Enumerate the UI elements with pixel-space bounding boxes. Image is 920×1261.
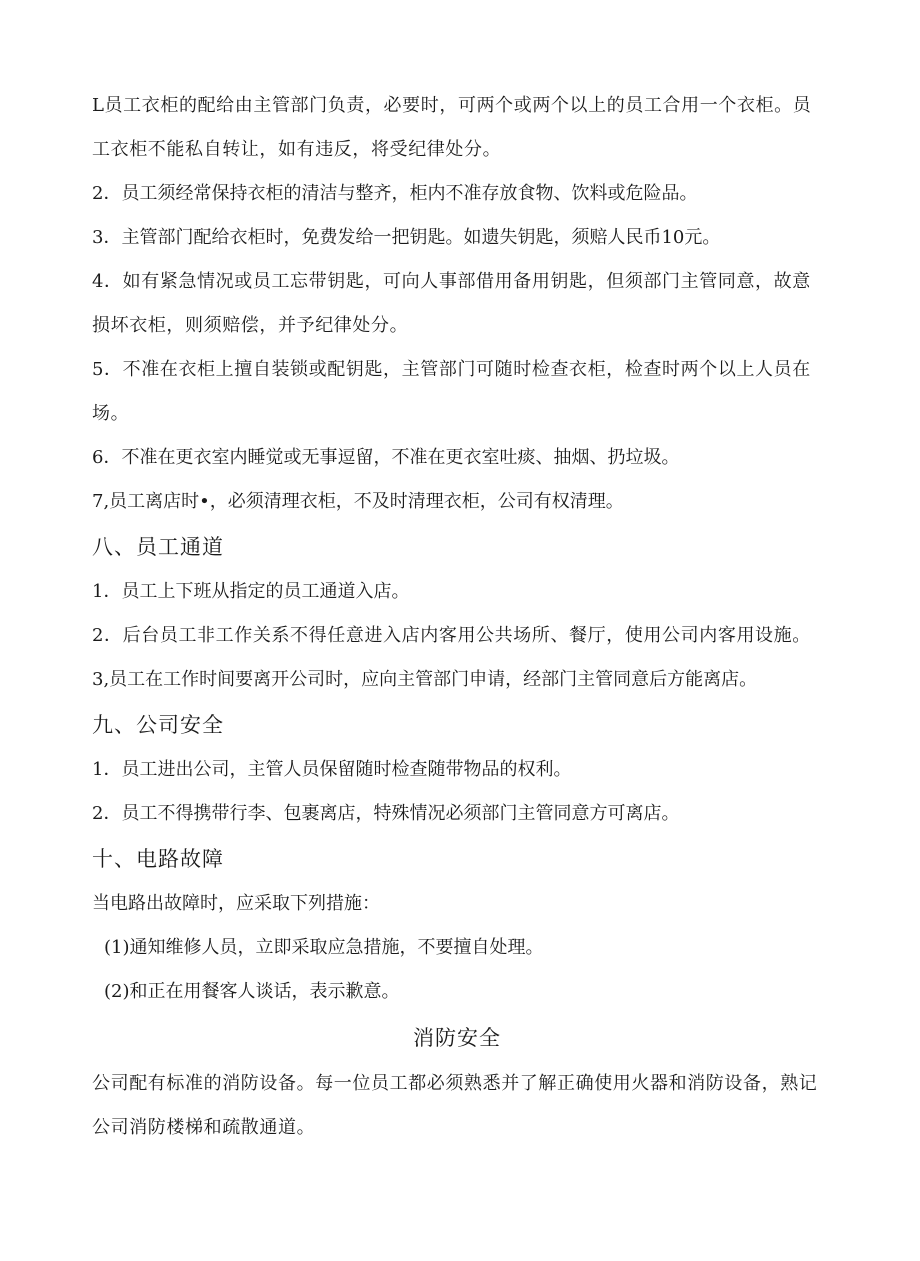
document-page bbox=[92, 84, 822, 1150]
company-security-item-2: 2．员工不得携带行李、包裹离店，特殊情况必须部门主管同意方可离店。 bbox=[92, 803, 680, 824]
locker-rule-1: L员工衣柜的配给由主管部门负责，必要时，可两个或两个以上的员工合用一个衣柜。员工衣柜不能私自转让，如有违反，将受纪律处分。 bbox=[92, 95, 812, 160]
fire-safety-title: 消防安全 bbox=[413, 1026, 501, 1050]
locker-rule-4: 4．如有紧急情况或员工忘带钥匙，可向人事部借用备用钥匙，但须部门主管同意，故意损坏衣柜，则须赔偿，并予纪律处分。 bbox=[92, 271, 811, 336]
circuit-fault-measure-2: (2)和正在用餐客人谈话，表示歉意。 bbox=[104, 981, 400, 1002]
staff-passage-item-3: 3,员工在工作时间要离开公司时，应向主管部门申请，经部门主管同意后方能离店。 bbox=[92, 669, 758, 690]
locker-rule-6: 6．不准在更衣室内睡觉或无事逗留，不准在更衣室吐痰、抽烟、扔垃圾。 bbox=[92, 447, 680, 468]
section-heading-company-security: 九、公司安全 bbox=[92, 713, 224, 737]
locker-rule-5: 5．不准在衣柜上擅自装锁或配钥匙，主管部门可随时检查衣柜，检查时两个以上人员在场。 bbox=[92, 359, 811, 424]
locker-rule-7: 7,员工离店时•，必须清理衣柜，不及时清理衣柜，公司有权清理。 bbox=[92, 491, 624, 512]
staff-passage-item-1: 1．员工上下班从指定的员工通道入店。 bbox=[92, 581, 410, 602]
staff-passage-item-2: 2．后台员工非工作关系不得任意进入店内客用公共场所、餐厅，使用公司内客用设施。 bbox=[92, 625, 811, 646]
section-heading-staff-passage: 八、员工通道 bbox=[92, 535, 224, 559]
company-security-item-1: 1．员工进出公司，主管人员保留随时检查随带物品的权利。 bbox=[92, 759, 572, 780]
locker-rule-2: 2．员工须经常保持衣柜的清洁与整齐，柜内不准存放食物、饮料或危险品。 bbox=[92, 183, 698, 204]
section-heading-circuit-fault: 十、电路故障 bbox=[92, 847, 224, 871]
locker-rule-3: 3．主管部门配给衣柜时，免费发给一把钥匙。如遗失钥匙，须赔人民币10元。 bbox=[92, 227, 721, 248]
circuit-fault-intro: 当电路出故障时，应采取下列措施： bbox=[92, 893, 380, 914]
fire-safety-body: 公司配有标准的消防设备。每一位员工都必须熟悉并了解正确使用火器和消防设备，熟记公司消防楼梯和疏散通道。 bbox=[92, 1073, 818, 1138]
circuit-fault-measure-1: (1)通知维修人员，立即采取应急措施，不要擅自处理。 bbox=[104, 937, 544, 958]
